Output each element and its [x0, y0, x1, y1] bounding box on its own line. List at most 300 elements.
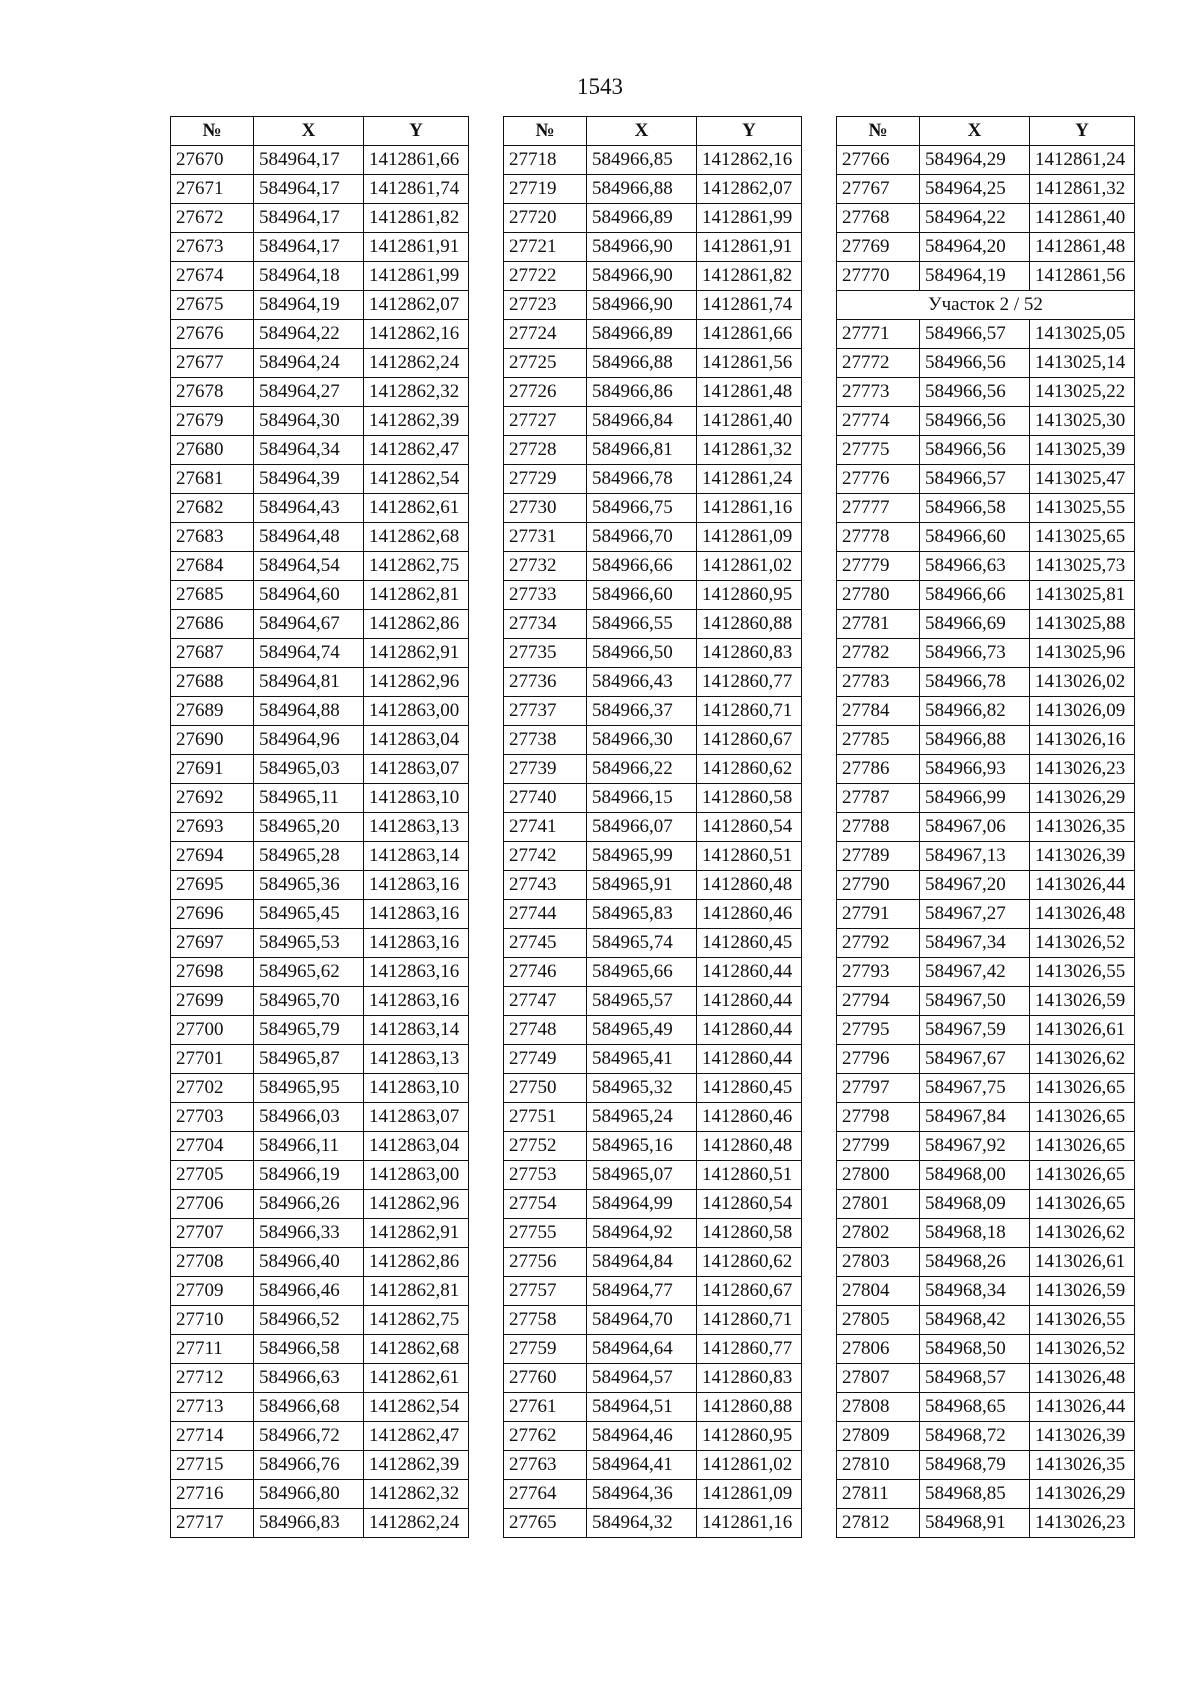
- table-row: [171, 1335, 469, 1364]
- x-coordinate-cell: 584966,78: [587, 465, 697, 494]
- point-number-cell: 27773: [837, 378, 920, 407]
- x-coordinate-cell: 584965,32: [587, 1074, 697, 1103]
- x-coordinate-cell: 584965,11: [254, 784, 364, 813]
- x-coordinate-cell: 584966,37: [587, 697, 697, 726]
- point-number-cell: 27678: [171, 378, 254, 407]
- point-number-cell: 27739: [504, 755, 587, 784]
- x-coordinate-cell: 584965,03: [254, 755, 364, 784]
- point-number-cell: 27741: [504, 813, 587, 842]
- y-coordinate-cell: 1412863,04: [364, 1132, 469, 1161]
- y-coordinate-cell: 1412862,81: [364, 1277, 469, 1306]
- point-number-cell: 27717: [171, 1509, 254, 1538]
- x-coordinate-cell: 584966,82: [920, 697, 1030, 726]
- point-number-cell: 27694: [171, 842, 254, 871]
- table-row: [171, 1509, 469, 1538]
- x-coordinate-cell: 584966,50: [587, 639, 697, 668]
- x-coordinate-cell: 584966,30: [587, 726, 697, 755]
- x-coordinate-cell: 584966,66: [920, 581, 1030, 610]
- table-row: [504, 900, 802, 929]
- y-coordinate-cell: 1412862,81: [364, 581, 469, 610]
- table-row: [171, 871, 469, 900]
- x-coordinate-cell: 584966,76: [254, 1451, 364, 1480]
- point-number-cell: 27747: [504, 987, 587, 1016]
- x-coordinate-cell: 584967,50: [920, 987, 1030, 1016]
- x-coordinate-cell: 584966,88: [587, 349, 697, 378]
- x-coordinate-cell: 584965,74: [587, 929, 697, 958]
- point-number-cell: 27792: [837, 929, 920, 958]
- point-number-cell: 27680: [171, 436, 254, 465]
- y-coordinate-cell: 1413026,55: [1030, 958, 1135, 987]
- x-coordinate-cell: 584966,86: [587, 378, 697, 407]
- y-coordinate-cell: 1412861,40: [1030, 204, 1135, 233]
- x-coordinate-cell: 584965,99: [587, 842, 697, 871]
- y-coordinate-cell: 1412862,96: [364, 668, 469, 697]
- table-row: [837, 900, 1135, 929]
- point-number-cell: 27682: [171, 494, 254, 523]
- y-coordinate-cell: 1413026,44: [1030, 1393, 1135, 1422]
- table-row: [171, 1480, 469, 1509]
- x-coordinate-cell: 584968,00: [920, 1161, 1030, 1190]
- x-coordinate-cell: 584966,26: [254, 1190, 364, 1219]
- y-coordinate-cell: 1412860,83: [697, 1364, 802, 1393]
- y-coordinate-cell: 1413025,73: [1030, 552, 1135, 581]
- y-coordinate-cell: 1412862,47: [364, 436, 469, 465]
- x-coordinate-cell: 584966,03: [254, 1103, 364, 1132]
- point-number-cell: 27808: [837, 1393, 920, 1422]
- table-row: [171, 262, 469, 291]
- table-row: [504, 1132, 802, 1161]
- y-coordinate-cell: 1413026,65: [1030, 1161, 1135, 1190]
- y-coordinate-cell: 1412862,24: [364, 1509, 469, 1538]
- y-coordinate-cell: 1412860,54: [697, 813, 802, 842]
- point-number-cell: 27677: [171, 349, 254, 378]
- point-number-cell: 27676: [171, 320, 254, 349]
- table-row: [171, 349, 469, 378]
- y-coordinate-cell: 1413026,23: [1030, 1509, 1135, 1538]
- table-row: [837, 436, 1135, 465]
- y-coordinate-cell: 1412863,04: [364, 726, 469, 755]
- y-coordinate-cell: 1412861,24: [697, 465, 802, 494]
- y-coordinate-cell: 1412860,46: [697, 900, 802, 929]
- x-coordinate-cell: 584965,28: [254, 842, 364, 871]
- column-header-y: Y: [697, 117, 802, 146]
- table-row: [504, 1393, 802, 1422]
- x-coordinate-cell: 584966,60: [920, 523, 1030, 552]
- y-coordinate-cell: 1412861,82: [364, 204, 469, 233]
- table-row: [171, 1219, 469, 1248]
- table-row: [837, 1480, 1135, 1509]
- x-coordinate-cell: 584965,91: [587, 871, 697, 900]
- point-number-cell: 27778: [837, 523, 920, 552]
- y-coordinate-cell: 1412863,16: [364, 900, 469, 929]
- table-row: [171, 813, 469, 842]
- x-coordinate-cell: 584964,17: [254, 204, 364, 233]
- x-coordinate-cell: 584964,20: [920, 233, 1030, 262]
- column-header-number: №: [504, 117, 587, 146]
- point-number-cell: 27770: [837, 262, 920, 291]
- y-coordinate-cell: 1413026,61: [1030, 1248, 1135, 1277]
- point-number-cell: 27781: [837, 610, 920, 639]
- x-coordinate-cell: 584966,73: [920, 639, 1030, 668]
- y-coordinate-cell: 1412861,74: [364, 175, 469, 204]
- point-number-cell: 27756: [504, 1248, 587, 1277]
- x-coordinate-cell: 584966,89: [587, 204, 697, 233]
- table-row: [171, 958, 469, 987]
- x-coordinate-cell: 584967,13: [920, 842, 1030, 871]
- point-number-cell: 27787: [837, 784, 920, 813]
- column-header-y: Y: [364, 117, 469, 146]
- point-number-cell: 27679: [171, 407, 254, 436]
- point-number-cell: 27802: [837, 1219, 920, 1248]
- point-number-cell: 27690: [171, 726, 254, 755]
- table-row: [171, 842, 469, 871]
- x-coordinate-cell: 584964,60: [254, 581, 364, 610]
- x-coordinate-cell: 584966,81: [587, 436, 697, 465]
- y-coordinate-cell: 1412862,75: [364, 552, 469, 581]
- x-coordinate-cell: 584964,17: [254, 146, 364, 175]
- point-number-cell: 27742: [504, 842, 587, 871]
- table-row: [837, 610, 1135, 639]
- table-row: [171, 900, 469, 929]
- x-coordinate-cell: 584964,84: [587, 1248, 697, 1277]
- coordinates-table: [836, 116, 1135, 1538]
- table-row: [837, 320, 1135, 349]
- x-coordinate-cell: 584965,87: [254, 1045, 364, 1074]
- table-row: [837, 465, 1135, 494]
- x-coordinate-cell: 584964,77: [587, 1277, 697, 1306]
- table-row: [171, 987, 469, 1016]
- point-number-cell: 27724: [504, 320, 587, 349]
- x-coordinate-cell: 584968,72: [920, 1422, 1030, 1451]
- table-row: [837, 1451, 1135, 1480]
- point-number-cell: 27760: [504, 1364, 587, 1393]
- point-number-cell: 27723: [504, 291, 587, 320]
- y-coordinate-cell: 1413026,65: [1030, 1132, 1135, 1161]
- y-coordinate-cell: 1412860,54: [697, 1190, 802, 1219]
- x-coordinate-cell: 584966,90: [587, 233, 697, 262]
- table-row: [171, 465, 469, 494]
- point-number-cell: 27674: [171, 262, 254, 291]
- x-coordinate-cell: 584964,74: [254, 639, 364, 668]
- point-number-cell: 27708: [171, 1248, 254, 1277]
- point-number-cell: 27722: [504, 262, 587, 291]
- column-header-y: Y: [1030, 117, 1135, 146]
- table-row: [171, 320, 469, 349]
- section-row: [837, 291, 1135, 320]
- x-coordinate-cell: 584966,85: [587, 146, 697, 175]
- point-number-cell: 27713: [171, 1393, 254, 1422]
- point-number-cell: 27703: [171, 1103, 254, 1132]
- y-coordinate-cell: 1412861,66: [364, 146, 469, 175]
- point-number-cell: 27805: [837, 1306, 920, 1335]
- point-number-cell: 27811: [837, 1480, 920, 1509]
- y-coordinate-cell: 1412862,68: [364, 523, 469, 552]
- table-row: [837, 1016, 1135, 1045]
- x-coordinate-cell: 584964,30: [254, 407, 364, 436]
- x-coordinate-cell: 584964,92: [587, 1219, 697, 1248]
- x-coordinate-cell: 584967,59: [920, 1016, 1030, 1045]
- point-number-cell: 27751: [504, 1103, 587, 1132]
- y-coordinate-cell: 1413026,52: [1030, 929, 1135, 958]
- table-row: [837, 233, 1135, 262]
- x-coordinate-cell: 584966,93: [920, 755, 1030, 784]
- y-coordinate-cell: 1413026,62: [1030, 1219, 1135, 1248]
- point-number-cell: 27714: [171, 1422, 254, 1451]
- y-coordinate-cell: 1413025,55: [1030, 494, 1135, 523]
- table-row: [504, 668, 802, 697]
- point-number-cell: 27745: [504, 929, 587, 958]
- point-number-cell: 27675: [171, 291, 254, 320]
- y-coordinate-cell: 1412863,16: [364, 987, 469, 1016]
- point-number-cell: 27730: [504, 494, 587, 523]
- y-coordinate-cell: 1412862,54: [364, 465, 469, 494]
- x-coordinate-cell: 584966,55: [587, 610, 697, 639]
- x-coordinate-cell: 584965,49: [587, 1016, 697, 1045]
- x-coordinate-cell: 584964,54: [254, 552, 364, 581]
- point-number-cell: 27725: [504, 349, 587, 378]
- table-row: [504, 1190, 802, 1219]
- table-row: [171, 639, 469, 668]
- table-row: [837, 755, 1135, 784]
- y-coordinate-cell: 1413026,35: [1030, 813, 1135, 842]
- table-row: [504, 465, 802, 494]
- y-coordinate-cell: 1413026,65: [1030, 1103, 1135, 1132]
- section-label: Участок 2 / 52: [837, 291, 1135, 320]
- y-coordinate-cell: 1412861,99: [697, 204, 802, 233]
- x-coordinate-cell: 584964,48: [254, 523, 364, 552]
- point-number-cell: 27709: [171, 1277, 254, 1306]
- y-coordinate-cell: 1412863,10: [364, 784, 469, 813]
- table-header-row: [171, 117, 469, 146]
- y-coordinate-cell: 1412860,58: [697, 784, 802, 813]
- point-number-cell: 27687: [171, 639, 254, 668]
- point-number-cell: 27671: [171, 175, 254, 204]
- y-coordinate-cell: 1412861,09: [697, 523, 802, 552]
- table-row: [504, 262, 802, 291]
- y-coordinate-cell: 1413026,61: [1030, 1016, 1135, 1045]
- table-row: [837, 958, 1135, 987]
- table-row: [171, 552, 469, 581]
- y-coordinate-cell: 1412862,47: [364, 1422, 469, 1451]
- table-row: [837, 1335, 1135, 1364]
- point-number-cell: 27744: [504, 900, 587, 929]
- y-coordinate-cell: 1413026,55: [1030, 1306, 1135, 1335]
- table-row: [171, 1306, 469, 1335]
- table-row: [171, 1190, 469, 1219]
- x-coordinate-cell: 584967,84: [920, 1103, 1030, 1132]
- point-number-cell: 27804: [837, 1277, 920, 1306]
- y-coordinate-cell: 1412862,07: [364, 291, 469, 320]
- y-coordinate-cell: 1413026,39: [1030, 1422, 1135, 1451]
- y-coordinate-cell: 1412861,24: [1030, 146, 1135, 175]
- y-coordinate-cell: 1412862,86: [364, 610, 469, 639]
- point-number-cell: 27728: [504, 436, 587, 465]
- table-row: [504, 204, 802, 233]
- x-coordinate-cell: 584966,43: [587, 668, 697, 697]
- point-number-cell: 27705: [171, 1161, 254, 1190]
- point-number-cell: 27698: [171, 958, 254, 987]
- x-coordinate-cell: 584966,75: [587, 494, 697, 523]
- y-coordinate-cell: 1412863,13: [364, 813, 469, 842]
- point-number-cell: 27711: [171, 1335, 254, 1364]
- point-number-cell: 27771: [837, 320, 920, 349]
- x-coordinate-cell: 584966,58: [920, 494, 1030, 523]
- y-coordinate-cell: 1412861,91: [364, 233, 469, 262]
- table-row: [504, 1480, 802, 1509]
- x-coordinate-cell: 584965,57: [587, 987, 697, 1016]
- y-coordinate-cell: 1412861,99: [364, 262, 469, 291]
- table-row: [504, 987, 802, 1016]
- table-row: [504, 581, 802, 610]
- point-number-cell: 27753: [504, 1161, 587, 1190]
- y-coordinate-cell: 1412860,44: [697, 1016, 802, 1045]
- x-coordinate-cell: 584968,50: [920, 1335, 1030, 1364]
- table-row: [504, 813, 802, 842]
- table-body: [837, 146, 1135, 1538]
- table-row: [837, 1103, 1135, 1132]
- point-number-cell: 27716: [171, 1480, 254, 1509]
- table-row: [837, 639, 1135, 668]
- point-number-cell: 27803: [837, 1248, 920, 1277]
- table-row: [504, 1248, 802, 1277]
- y-coordinate-cell: 1412863,13: [364, 1045, 469, 1074]
- point-number-cell: 27729: [504, 465, 587, 494]
- table-row: [171, 233, 469, 262]
- table-row: [504, 1045, 802, 1074]
- table-row: [504, 755, 802, 784]
- y-coordinate-cell: 1413026,16: [1030, 726, 1135, 755]
- point-number-cell: 27704: [171, 1132, 254, 1161]
- y-coordinate-cell: 1412862,68: [364, 1335, 469, 1364]
- point-number-cell: 27688: [171, 668, 254, 697]
- y-coordinate-cell: 1412862,54: [364, 1393, 469, 1422]
- y-coordinate-cell: 1413026,29: [1030, 784, 1135, 813]
- point-number-cell: 27798: [837, 1103, 920, 1132]
- point-number-cell: 27800: [837, 1161, 920, 1190]
- table-row: [837, 1045, 1135, 1074]
- point-number-cell: 27710: [171, 1306, 254, 1335]
- x-coordinate-cell: 584966,80: [254, 1480, 364, 1509]
- point-number-cell: 27670: [171, 146, 254, 175]
- y-coordinate-cell: 1412861,16: [697, 494, 802, 523]
- y-coordinate-cell: 1412860,77: [697, 668, 802, 697]
- point-number-cell: 27707: [171, 1219, 254, 1248]
- x-coordinate-cell: 584966,07: [587, 813, 697, 842]
- x-coordinate-cell: 584964,43: [254, 494, 364, 523]
- table-row: [504, 1422, 802, 1451]
- y-coordinate-cell: 1412861,56: [697, 349, 802, 378]
- point-number-cell: 27801: [837, 1190, 920, 1219]
- y-coordinate-cell: 1412861,16: [697, 1509, 802, 1538]
- x-coordinate-cell: 584966,78: [920, 668, 1030, 697]
- point-number-cell: 27788: [837, 813, 920, 842]
- y-coordinate-cell: 1413025,14: [1030, 349, 1135, 378]
- table-row: [504, 320, 802, 349]
- x-coordinate-cell: 584967,27: [920, 900, 1030, 929]
- point-number-cell: 27768: [837, 204, 920, 233]
- point-number-cell: 27715: [171, 1451, 254, 1480]
- table-row: [504, 1509, 802, 1538]
- y-coordinate-cell: 1412862,75: [364, 1306, 469, 1335]
- x-coordinate-cell: 584964,19: [920, 262, 1030, 291]
- point-number-cell: 27743: [504, 871, 587, 900]
- point-number-cell: 27765: [504, 1509, 587, 1538]
- table-row: [504, 494, 802, 523]
- point-number-cell: 27697: [171, 929, 254, 958]
- x-coordinate-cell: 584966,90: [587, 291, 697, 320]
- y-coordinate-cell: 1412862,16: [697, 146, 802, 175]
- x-coordinate-cell: 584966,57: [920, 320, 1030, 349]
- x-coordinate-cell: 584968,26: [920, 1248, 1030, 1277]
- column-header-number: №: [171, 117, 254, 146]
- y-coordinate-cell: 1412860,83: [697, 639, 802, 668]
- table-row: [504, 1016, 802, 1045]
- page-number: 1543: [577, 74, 623, 99]
- y-coordinate-cell: 1413025,22: [1030, 378, 1135, 407]
- x-coordinate-cell: 584964,39: [254, 465, 364, 494]
- point-number-cell: 27796: [837, 1045, 920, 1074]
- table-row: [837, 494, 1135, 523]
- table-row: [504, 1277, 802, 1306]
- y-coordinate-cell: 1412860,62: [697, 1248, 802, 1277]
- x-coordinate-cell: 584964,22: [920, 204, 1030, 233]
- y-coordinate-cell: 1412863,10: [364, 1074, 469, 1103]
- y-coordinate-cell: 1412862,61: [364, 494, 469, 523]
- y-coordinate-cell: 1412861,66: [697, 320, 802, 349]
- x-coordinate-cell: 584968,85: [920, 1480, 1030, 1509]
- table-row: [504, 929, 802, 958]
- y-coordinate-cell: 1413025,05: [1030, 320, 1135, 349]
- point-number-cell: 27806: [837, 1335, 920, 1364]
- point-number-cell: 27695: [171, 871, 254, 900]
- table-row: [171, 1045, 469, 1074]
- point-number-cell: 27784: [837, 697, 920, 726]
- table-row: [837, 813, 1135, 842]
- point-number-cell: 27740: [504, 784, 587, 813]
- x-coordinate-cell: 584964,22: [254, 320, 364, 349]
- point-number-cell: 27783: [837, 668, 920, 697]
- x-coordinate-cell: 584964,41: [587, 1451, 697, 1480]
- table-row: [171, 1451, 469, 1480]
- table-row: [837, 146, 1135, 175]
- table-row: [504, 958, 802, 987]
- table-row: [837, 1219, 1135, 1248]
- table-row: [837, 871, 1135, 900]
- point-number-cell: 27692: [171, 784, 254, 813]
- point-number-cell: 27795: [837, 1016, 920, 1045]
- table-row: [504, 523, 802, 552]
- y-coordinate-cell: 1412861,32: [697, 436, 802, 465]
- table-row: [504, 784, 802, 813]
- x-coordinate-cell: 584966,19: [254, 1161, 364, 1190]
- point-number-cell: 27767: [837, 175, 920, 204]
- point-number-cell: 27681: [171, 465, 254, 494]
- table-row: [837, 407, 1135, 436]
- y-coordinate-cell: 1413025,39: [1030, 436, 1135, 465]
- table-row: [504, 552, 802, 581]
- point-number-cell: 27749: [504, 1045, 587, 1074]
- table-row: [504, 726, 802, 755]
- table-row: [837, 523, 1135, 552]
- y-coordinate-cell: 1412861,48: [697, 378, 802, 407]
- x-coordinate-cell: 584964,27: [254, 378, 364, 407]
- x-coordinate-cell: 584966,69: [920, 610, 1030, 639]
- table-row: [171, 668, 469, 697]
- y-coordinate-cell: 1412862,61: [364, 1364, 469, 1393]
- x-coordinate-cell: 584964,88: [254, 697, 364, 726]
- x-coordinate-cell: 584968,42: [920, 1306, 1030, 1335]
- x-coordinate-cell: 584967,75: [920, 1074, 1030, 1103]
